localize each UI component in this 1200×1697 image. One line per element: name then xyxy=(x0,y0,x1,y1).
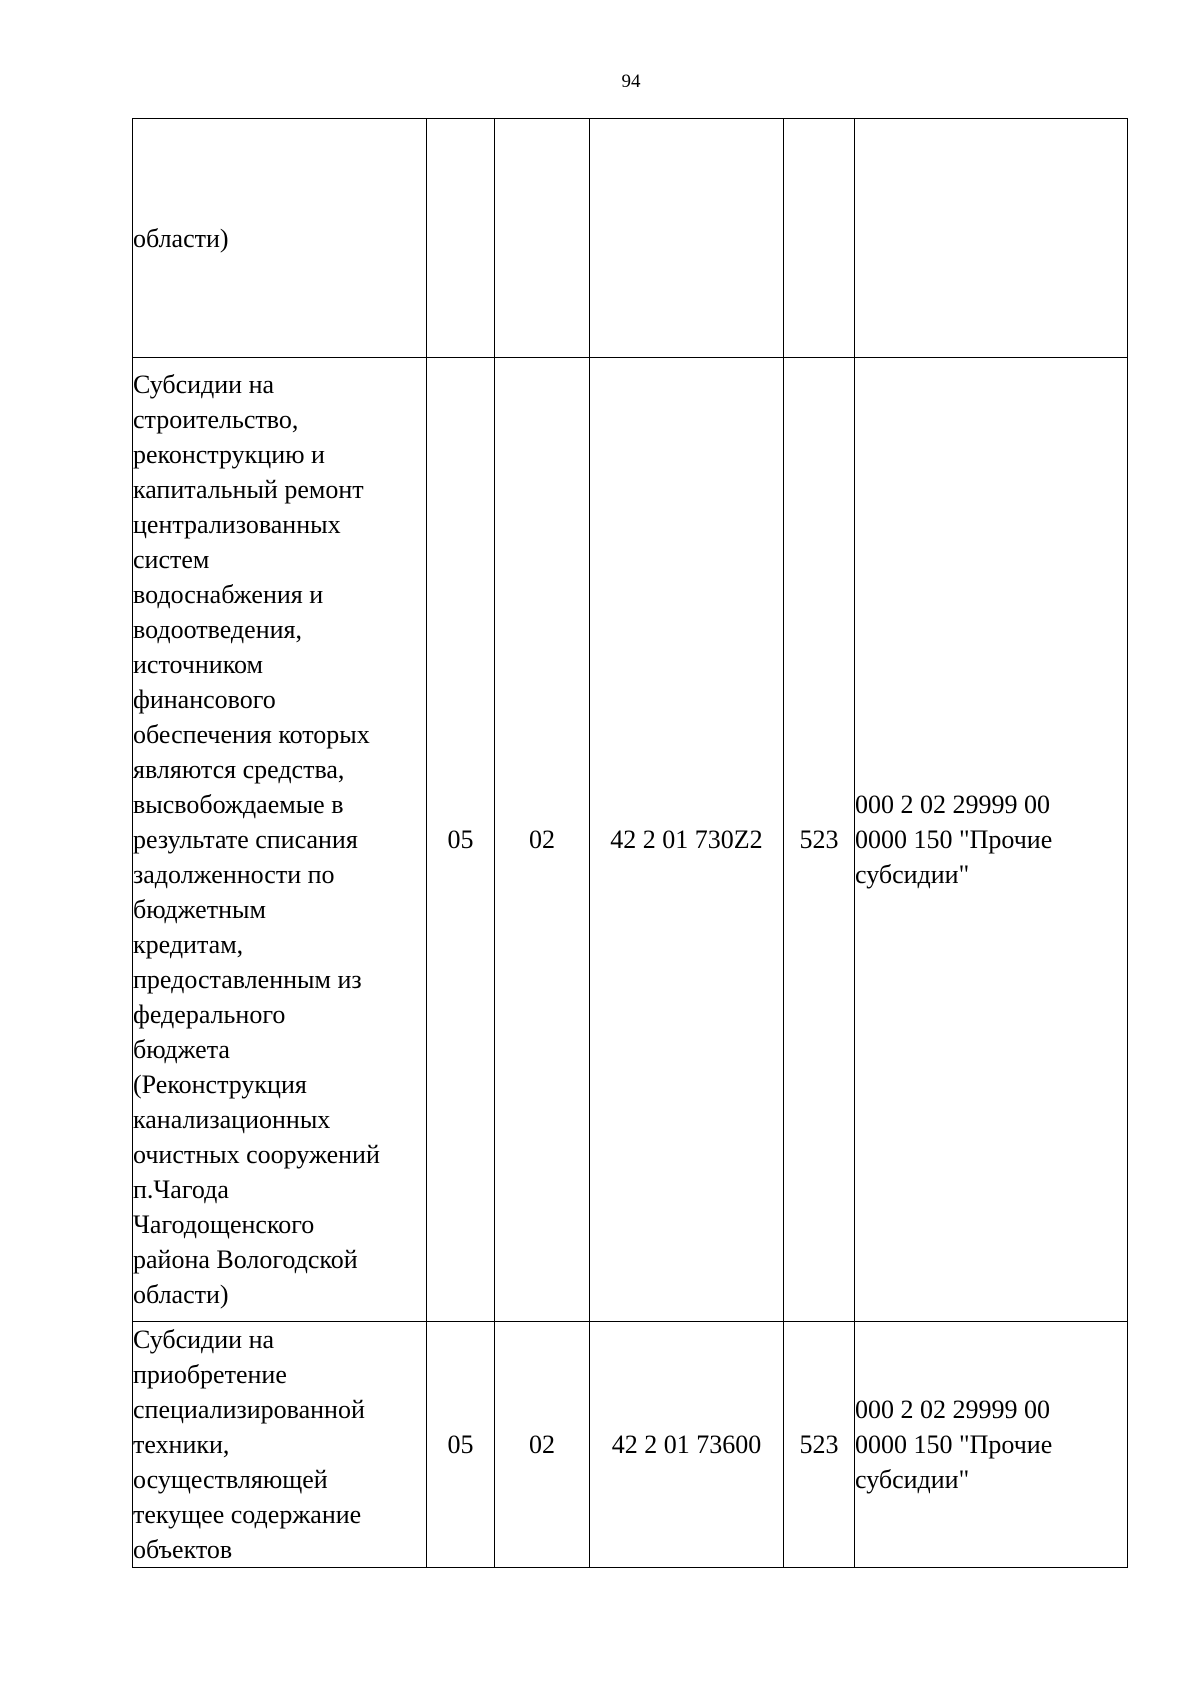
row-name-cell xyxy=(133,1322,427,1568)
row-name-cell xyxy=(133,358,427,1322)
subsection-cell xyxy=(495,358,590,1322)
page-number: 94 xyxy=(621,71,641,92)
revenue-code-cell xyxy=(855,358,1128,1322)
table-row xyxy=(133,119,1128,358)
section-cell xyxy=(427,1322,495,1568)
expense-type-code: 523 xyxy=(799,1430,839,1459)
target-article-cell xyxy=(590,119,784,358)
revenue-code: 000 2 02 29999 00 0000 150 "Прочие субсидии" xyxy=(855,1395,1053,1494)
row-name: Субсидии на приобретение специализированной техники, осуществляющей текущее содержание объектов xyxy=(133,1325,365,1564)
row-name: Субсидии на строительство, реконструкцию и капитальный ремонт централизованных систем водоснабжения и водоотведения, источником финансового обеспечения которых являются средства, высвобождаемые в результате списания задолженности по бюджетным кредитам, предоставленным из федерального бюджета (Реконструкция канализационных очистных сооружений п.Чагода Чагодощенского района Вологодской области) xyxy=(133,370,380,1309)
target-article-code: 42 2 01 730Z2 xyxy=(610,825,763,854)
expense-type-code: 523 xyxy=(799,825,839,854)
table-row xyxy=(133,358,1128,1322)
row-name: области) xyxy=(133,223,229,253)
expense-type-cell xyxy=(784,358,855,1322)
table-row xyxy=(133,1322,1128,1568)
section-cell xyxy=(427,119,495,358)
subsection-cell xyxy=(495,119,590,358)
expense-type-cell xyxy=(784,1322,855,1568)
section-cell xyxy=(427,358,495,1322)
target-article-cell xyxy=(590,1322,784,1568)
revenue-code: 000 2 02 29999 00 0000 150 "Прочие субсидии" xyxy=(855,790,1053,889)
section-code: 05 xyxy=(447,1430,474,1459)
expense-type-cell xyxy=(784,119,855,358)
row-name-cell xyxy=(133,119,427,358)
target-article-cell xyxy=(590,358,784,1322)
section-code: 05 xyxy=(447,825,474,854)
subsection-cell xyxy=(495,1322,590,1568)
revenue-code-cell xyxy=(855,119,1128,358)
budget-table xyxy=(132,118,1128,1568)
subsection-code: 02 xyxy=(529,1430,555,1459)
revenue-code-cell xyxy=(855,1322,1128,1568)
target-article-code: 42 2 01 73600 xyxy=(611,1430,762,1459)
subsection-code: 02 xyxy=(529,825,555,854)
